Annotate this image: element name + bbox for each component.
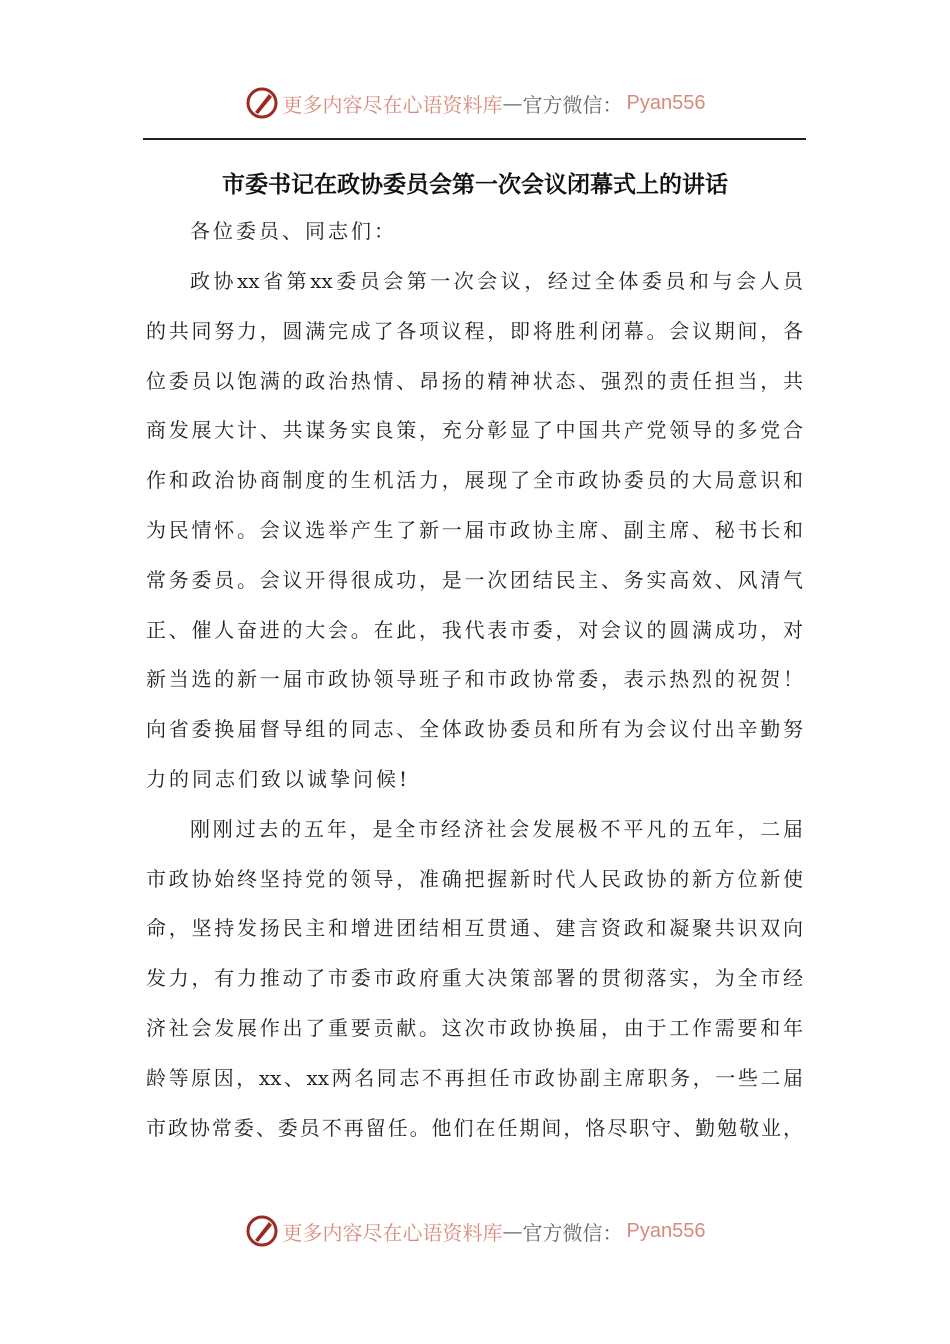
body-line: 命，坚持发扬民主和增进团结相互贯通、建言资政和凝聚共识双向 [146,916,803,941]
body-line: 正、催人奋进的大会。在此，我代表市委，对会议的圆满成功，对 [146,617,803,642]
watermark-sep: — [502,1219,523,1243]
body-line: 商发展大计、共谋务实良策，充分彰显了中国共产党领导的多党合 [146,418,803,443]
header-watermark [0,83,950,123]
body-line: 作和政治协商制度的生机活力，展现了全市政协委员的大局意识和 [146,468,803,493]
document-title: 市委书记在政协委员会第一次会议闭幕式上的讲话 [222,171,728,198]
body-line: 向省委换届督导组的同志、全体政协委员和所有为会议付出辛勤努 [146,717,803,742]
watermark-site: 更多内容尽在心语资料库 [282,1220,503,1245]
footer-watermark [0,1211,950,1251]
body-line: 常务委员。会议开得很成功，是一次团结民主、务实高效、风清气 [146,567,803,592]
body-line: 政协xx省第xx委员会第一次会议，经过全体委员和与会人员 [190,269,803,293]
greeting: 各位委员、同志们： [190,219,397,243]
body-line: 位委员以饱满的政治热情、昂扬的精神状态、强烈的责任担当，共 [146,368,803,393]
body-line: 为民情怀。会议选举产生了新一届市政协主席、副主席、秘书长和 [146,518,803,542]
pen-logo-icon [245,1214,279,1248]
body-line: 新当选的新一届市政协领导班子和市政协常委，表示热烈的祝贺！ [146,667,803,692]
body-line: 力的同志们致以诚挚问候! [146,767,411,791]
pen-logo-icon [245,86,279,120]
body-line: 济社会发展作出了重要贡献。这次市政协换届，由于工作需要和年 [146,1016,803,1040]
body-line: 刚刚过去的五年，是全市经济社会发展极不平凡的五年，二届 [190,816,803,841]
watermark-site: 更多内容尽在心语资料库 [282,92,503,117]
body-line: 市政协始终坚持党的领导，准确把握新时代人民政协的新方位新使 [146,866,803,891]
watermark-wechat-id: Pyan556 [626,91,706,114]
body-line: 发力，有力推动了市委市政府重大决策部署的贯彻落实，为全市经 [146,966,803,991]
body-line: 的共同努力，圆满完成了各项议程，即将胜利闭幕。会议期间，各 [146,318,803,343]
watermark-wechat-id: Pyan556 [626,1219,706,1242]
watermark-wechat-label: 官方微信： [522,1220,623,1245]
watermark-sep: — [502,91,523,115]
watermark-wechat-label: 官方微信： [522,92,623,117]
body-line: 市政协常委、委员不再留任。他们在任期间，恪尽职守、勤勉敬业， [146,1115,803,1140]
header-divider [143,138,806,140]
body-line: 龄等原因，xx、xx两名同志不再担任市政协副主席职务，一些二届 [146,1065,803,1090]
